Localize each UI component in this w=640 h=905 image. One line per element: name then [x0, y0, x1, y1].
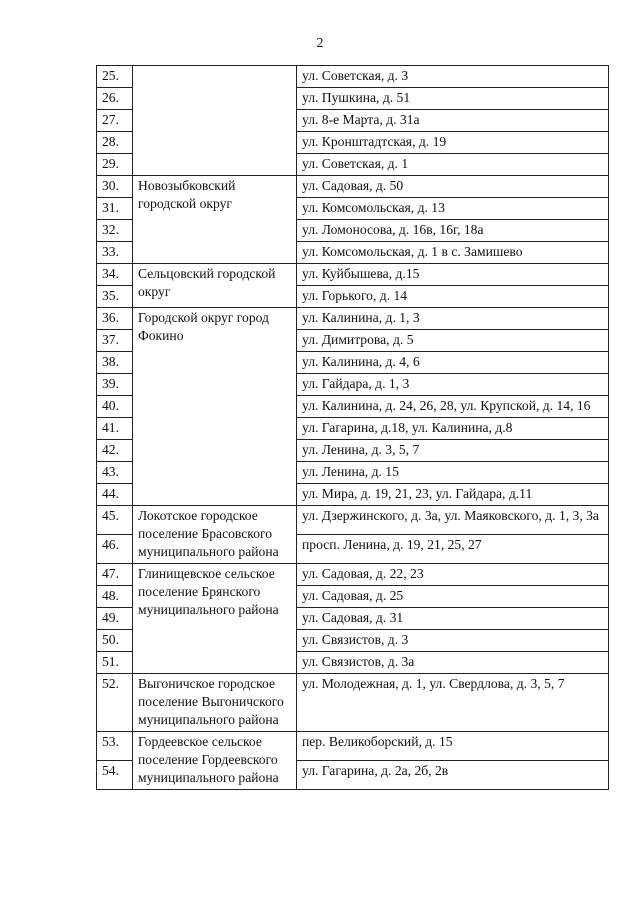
address-cell: ул. Калинина, д. 24, 26, 28, ул. Крупской, д. 14, 16: [297, 396, 609, 418]
row-number: 42.: [97, 440, 133, 462]
address-cell: ул. Гагарина, д. 2а, 2б, 2в: [297, 761, 609, 790]
table-row: [97, 308, 609, 330]
row-number: 25.: [97, 66, 133, 88]
address-cell: ул. Горького, д. 14: [297, 286, 609, 308]
address-cell: ул. Садовая, д. 31: [297, 608, 609, 630]
address-cell: ул. 8-е Марта, д. 31а: [297, 110, 609, 132]
district-cell: Городской округ город Фокино: [133, 308, 297, 506]
row-number: 37.: [97, 330, 133, 352]
row-number: 27.: [97, 110, 133, 132]
table-row: [97, 732, 609, 761]
district-cell: Гордеевское сельское поселение Гордеевского муниципального района: [133, 732, 297, 790]
row-number: 30.: [97, 176, 133, 198]
address-cell: ул. Ломоносова, д. 16в, 16г, 18а: [297, 220, 609, 242]
row-number: 51.: [97, 652, 133, 674]
row-number: 39.: [97, 374, 133, 396]
row-number: 45.: [97, 506, 133, 535]
address-cell: ул. Кронштадтская, д. 19: [297, 132, 609, 154]
address-cell: ул. Ленина, д. 15: [297, 462, 609, 484]
row-number: 47.: [97, 564, 133, 586]
address-cell: ул. Гагарина, д.18, ул. Калинина, д.8: [297, 418, 609, 440]
table-row: [97, 674, 609, 732]
row-number: 48.: [97, 586, 133, 608]
address-cell: ул. Калинина, д. 1, 3: [297, 308, 609, 330]
table-row: [97, 564, 609, 586]
address-cell: ул. Комсомольская, д. 13: [297, 198, 609, 220]
row-number: 36.: [97, 308, 133, 330]
address-cell: ул. Гайдара, д. 1, 3: [297, 374, 609, 396]
address-cell: ул. Ленина, д. 3, 5, 7: [297, 440, 609, 462]
row-number: 35.: [97, 286, 133, 308]
address-cell: ул. Советская, д. 3: [297, 66, 609, 88]
table-row: [97, 176, 609, 198]
row-number: 54.: [97, 761, 133, 790]
row-number: 31.: [97, 198, 133, 220]
row-number: 38.: [97, 352, 133, 374]
district-cell: Новозыбковский городской округ: [133, 176, 297, 264]
address-cell: ул. Связистов, д. 3а: [297, 652, 609, 674]
address-cell: ул. Димитрова, д. 5: [297, 330, 609, 352]
addresses-table: [96, 65, 609, 790]
address-cell: ул. Мира, д. 19, 21, 23, ул. Гайдара, д.11: [297, 484, 609, 506]
row-number: 41.: [97, 418, 133, 440]
row-number: 34.: [97, 264, 133, 286]
address-cell: просп. Ленина, д. 19, 21, 25, 27: [297, 535, 609, 564]
row-number: 53.: [97, 732, 133, 761]
address-cell: ул. Пушкина, д. 51: [297, 88, 609, 110]
address-cell: ул. Советская, д. 1: [297, 154, 609, 176]
table-row: [97, 506, 609, 535]
row-number: 50.: [97, 630, 133, 652]
table-row: [97, 66, 609, 88]
row-number: 49.: [97, 608, 133, 630]
row-number: 28.: [97, 132, 133, 154]
address-cell: ул. Дзержинского, д. 3а, ул. Маяковского, д. 1, 3, 3а: [297, 506, 609, 535]
address-cell: ул. Садовая, д. 50: [297, 176, 609, 198]
row-number: 52.: [97, 674, 133, 732]
row-number: 44.: [97, 484, 133, 506]
row-number: 40.: [97, 396, 133, 418]
district-cell: Глинищевское сельское поселение Брянского муниципального района: [133, 564, 297, 674]
address-cell: ул. Садовая, д. 25: [297, 586, 609, 608]
table-row: [97, 264, 609, 286]
address-cell: ул. Комсомольская, д. 1 в с. Замишево: [297, 242, 609, 264]
district-cell: Сельцовский городской округ: [133, 264, 297, 308]
district-cell: Локотское городское поселение Брасовского муниципального района: [133, 506, 297, 564]
row-number: 32.: [97, 220, 133, 242]
address-cell: ул. Калинина, д. 4, 6: [297, 352, 609, 374]
row-number: 33.: [97, 242, 133, 264]
row-number: 26.: [97, 88, 133, 110]
district-cell: [133, 66, 297, 176]
address-cell: ул. Садовая, д. 22, 23: [297, 564, 609, 586]
address-cell: ул. Связистов, д. 3: [297, 630, 609, 652]
row-number: 43.: [97, 462, 133, 484]
row-number: 29.: [97, 154, 133, 176]
district-cell: Выгоничское городское поселение Выгоничского муниципального района: [133, 674, 297, 732]
address-cell: ул. Куйбышева, д.15: [297, 264, 609, 286]
address-cell: ул. Молодежная, д. 1, ул. Свердлова, д. 3, 5, 7: [297, 674, 609, 732]
address-cell: пер. Великоборский, д. 15: [297, 732, 609, 761]
row-number: 46.: [97, 535, 133, 564]
page-number: 2: [316, 36, 324, 51]
